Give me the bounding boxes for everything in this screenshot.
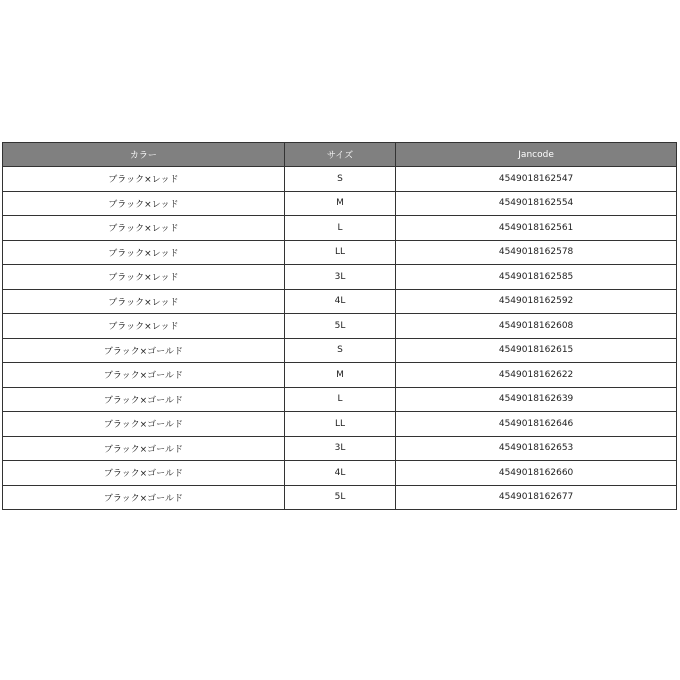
cell-size: S — [284, 167, 395, 192]
cell-size: 5L — [284, 485, 395, 510]
cell-jancode: 4549018162592 — [396, 289, 677, 314]
cell-color: ブラック×ゴールド — [3, 436, 285, 461]
table-row — [3, 338, 677, 363]
cell-jancode: 4549018162622 — [396, 363, 677, 388]
cell-color: ブラック×ゴールド — [3, 363, 285, 388]
table-row — [3, 387, 677, 412]
cell-color: ブラック×レッド — [3, 265, 285, 290]
table-header-row — [3, 143, 677, 167]
cell-jancode: 4549018162554 — [396, 191, 677, 216]
cell-color: ブラック×ゴールド — [3, 485, 285, 510]
cell-jancode: 4549018162585 — [396, 265, 677, 290]
cell-jancode: 4549018162615 — [396, 338, 677, 363]
cell-jancode: 4549018162639 — [396, 387, 677, 412]
table-row — [3, 216, 677, 241]
table-body — [3, 167, 677, 510]
cell-size: LL — [284, 412, 395, 437]
cell-size: L — [284, 387, 395, 412]
cell-size: M — [284, 191, 395, 216]
cell-jancode: 4549018162660 — [396, 461, 677, 486]
table-row — [3, 485, 677, 510]
cell-color: ブラック×レッド — [3, 191, 285, 216]
cell-jancode: 4549018162608 — [396, 314, 677, 339]
cell-color: ブラック×ゴールド — [3, 387, 285, 412]
cell-jancode: 4549018162561 — [396, 216, 677, 241]
cell-color: ブラック×レッド — [3, 167, 285, 192]
cell-color: ブラック×ゴールド — [3, 461, 285, 486]
cell-size: LL — [284, 240, 395, 265]
cell-jancode: 4549018162646 — [396, 412, 677, 437]
header-size: サイズ — [284, 143, 395, 167]
table-row — [3, 461, 677, 486]
table-row — [3, 314, 677, 339]
table-row — [3, 167, 677, 192]
cell-color: ブラック×ゴールド — [3, 412, 285, 437]
table-row — [3, 289, 677, 314]
cell-color: ブラック×レッド — [3, 314, 285, 339]
cell-size: 3L — [284, 265, 395, 290]
table-row — [3, 265, 677, 290]
cell-size: 5L — [284, 314, 395, 339]
table-row — [3, 412, 677, 437]
cell-color: ブラック×レッド — [3, 289, 285, 314]
header-jancode: Jancode — [396, 143, 677, 167]
header-color: カラー — [3, 143, 285, 167]
cell-color: ブラック×ゴールド — [3, 338, 285, 363]
cell-size: S — [284, 338, 395, 363]
table-row — [3, 191, 677, 216]
table-row — [3, 240, 677, 265]
cell-size: L — [284, 216, 395, 241]
table-row — [3, 436, 677, 461]
cell-size: 3L — [284, 436, 395, 461]
cell-size: 4L — [284, 461, 395, 486]
cell-jancode: 4549018162653 — [396, 436, 677, 461]
product-spec-table — [2, 142, 677, 510]
cell-jancode: 4549018162677 — [396, 485, 677, 510]
table-row — [3, 363, 677, 388]
cell-size: 4L — [284, 289, 395, 314]
cell-size: M — [284, 363, 395, 388]
cell-color: ブラック×レッド — [3, 216, 285, 241]
cell-jancode: 4549018162578 — [396, 240, 677, 265]
cell-jancode: 4549018162547 — [396, 167, 677, 192]
cell-color: ブラック×レッド — [3, 240, 285, 265]
